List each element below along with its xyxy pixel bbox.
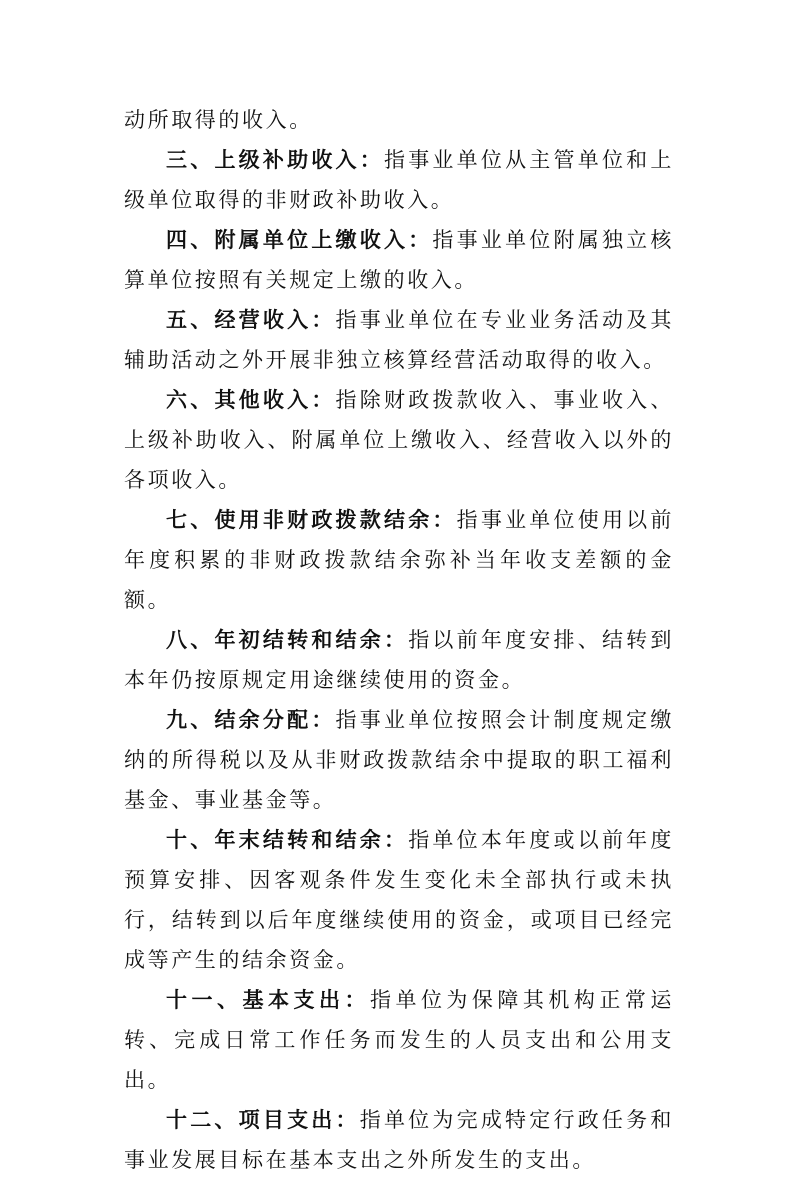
term-heading: 五、经营收入： — [166, 307, 336, 332]
document-page — [124, 100, 674, 1180]
paragraph-basic-expenditure — [124, 980, 674, 1100]
paragraph-surplus-distribution — [124, 700, 674, 820]
paragraph-year-end-carryover — [124, 820, 674, 980]
paragraph-text: 动所取得的收入。 — [124, 108, 313, 132]
term-definition: 指以前年度安排、结转到本年仍按原规定用途继续使用的资金。 — [124, 628, 674, 692]
paragraph-affiliated-unit-income — [124, 220, 674, 300]
term-heading: 十、年末结转和结余： — [166, 827, 409, 852]
term-definition: 指事业单位按照会计制度规定缴纳的所得税以及从非财政拨款结余中提取的职工福利基金、事业基金等。 — [124, 708, 674, 812]
term-definition: 指单位本年度或以前年度预算安排、因客观条件发生变化未全部执行或未执行，结转到以后年度继续使用的资金，或项目已经完成等产生的结余资金。 — [124, 828, 674, 972]
term-definition: 指单位为完成特定行政任务和事业发展目标在基本支出之外所发生的支出。 — [124, 1108, 674, 1172]
term-heading: 六、其他收入： — [166, 387, 336, 412]
term-definition: 指事业单位从主管单位和上级单位取得的非财政补助收入。 — [124, 148, 674, 212]
term-heading: 十二、项目支出： — [166, 1107, 360, 1132]
term-heading: 九、结余分配： — [166, 707, 336, 732]
term-heading: 十一、基本支出： — [166, 987, 370, 1012]
term-definition: 指除财政拨款收入、事业收入、上级补助收入、附属单位上缴收入、经营收入以外的各项收入。 — [124, 388, 674, 492]
paragraph-non-fiscal-surplus-used — [124, 500, 674, 620]
term-definition: 指事业单位使用以前年度积累的非财政拨款结余弥补当年收支差额的金额。 — [124, 508, 674, 612]
paragraph-continuation — [124, 100, 674, 140]
paragraph-operating-income — [124, 300, 674, 380]
paragraph-other-income — [124, 380, 674, 500]
term-heading: 八、年初结转和结余： — [166, 627, 409, 652]
paragraph-superior-subsidy-income — [124, 140, 674, 220]
term-heading: 三、上级补助收入： — [166, 147, 384, 172]
term-definition: 指单位为保障其机构正常运转、完成日常工作任务而发生的人员支出和公用支出。 — [124, 988, 674, 1092]
paragraph-project-expenditure — [124, 1100, 674, 1180]
term-heading: 四、附属单位上缴收入： — [166, 227, 433, 252]
term-heading: 七、使用非财政拨款结余： — [166, 507, 457, 532]
term-definition: 指事业单位在专业业务活动及其辅助活动之外开展非独立核算经营活动取得的收入。 — [124, 308, 674, 372]
paragraph-beginning-carryover — [124, 620, 674, 700]
term-definition: 指事业单位附属独立核算单位按照有关规定上缴的收入。 — [124, 228, 674, 292]
